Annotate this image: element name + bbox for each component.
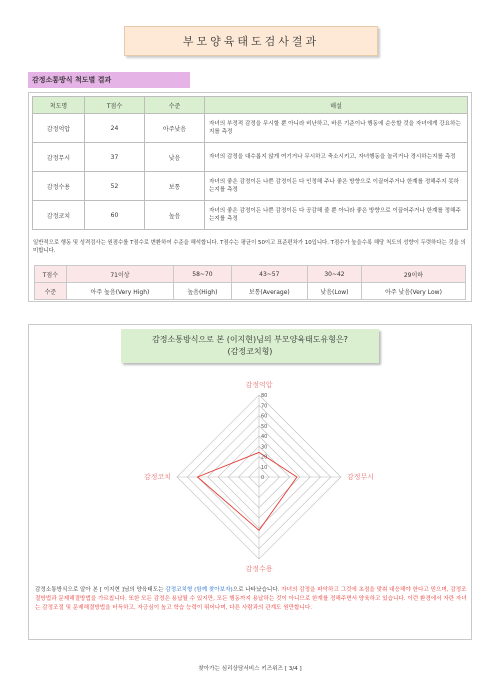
scale-name: 감정억압 (33, 114, 85, 143)
col-header-tscore: T점수 (85, 97, 145, 114)
scale-result-table (32, 96, 468, 230)
conclusion-detail: 자녀의 감정을 파악하고 그것에 초점을 맞춰 대응해야 한다고 믿으며, 감정조절방법과 문제해결방법을 가르칩니다. 또한 모든 감정은 용납될 수 있지만, 모든 행동까지 용납하는 것이 아니므로 한계를 정해주면서 양육하고 있습니다. 이런 환경에서 자란 자녀는 감정조절 및 문제해결방법을 터득하고, 자긍심이 높고 학습 능력이 뛰어나며, 다른 사람과의 관계도 원만합니다. (35, 587, 467, 611)
table-row (33, 201, 468, 230)
radar-tick-label: 30 (261, 444, 268, 451)
scale-result-card (28, 92, 472, 302)
level-cell: 아주 높음(Very High) (66, 283, 173, 300)
conclusion-mid: 으로 나타났습니다. (232, 587, 282, 593)
radar-tick-label: 80 (261, 393, 268, 399)
table-row (35, 283, 466, 300)
scale-tscore: 24 (85, 114, 145, 143)
scale-name: 감정무시 (33, 143, 85, 172)
scale-desc: 자녀의 좋은 감정이든 나쁜 감정이든 다 인정해 주나 좋은 방향으로 이끌어주거나 한계를 정해주지 못하는지를 측정 (205, 172, 468, 201)
radar-axis-label: 감정억압 (245, 381, 273, 389)
radar-tick-label: 60 (261, 413, 268, 420)
scale-name: 감정수용 (33, 172, 85, 201)
radar-tick-label: 50 (261, 423, 268, 430)
radar-tick-label: 0 (261, 475, 265, 481)
tscore-cell: 43~57 (231, 266, 307, 283)
scale-name: 감정코치 (33, 201, 85, 230)
radar-axis-label: 감정코치 (143, 473, 171, 481)
section-title: 감정소통방식 척도별 결과 (28, 72, 190, 88)
scale-desc: 자녀의 좋은 감정이든 나쁜 감정이든 다 공감해 줄 뿐 아니라 좋은 방향으로 이끌어주거나 한계를 정해주는지를 측정 (205, 201, 468, 230)
page-title: 부모양육태도검사결과 (124, 26, 378, 56)
level-cell: 높음(High) (174, 283, 231, 300)
tscore-cell: 58~70 (174, 266, 231, 283)
page-footer: 찾아가는 심리상담서비스 키즈위즈 [ 3/4 ] (198, 666, 302, 672)
table-row (33, 143, 468, 172)
scale-desc: 자녀의 감정을 대수롭지 않게 여기거나 무시하고 축소시키고, 자녀행동을 놀리거나 경시하는지를 측정 (205, 143, 468, 172)
radar-tick-label: 40 (261, 434, 268, 440)
table-row (33, 172, 468, 201)
tscore-note: 일반적으로 행동 및 성격검사는 원점수를 T점수로 변환하여 수준을 해석합니다. T점수는 평균이 50이고 표준편차가 10입니다. T점수가 높을수록 해당 척도의 성향이 두렷하다는 것을 의미합니다. (33, 240, 466, 254)
scale-level: 아주낮음 (145, 114, 205, 143)
table-row (33, 114, 468, 143)
question-text: 감정소통방식으로 본 (이지현)님의 부모양육태도유형은? (152, 335, 348, 344)
level-cell: 보통(Average) (231, 283, 307, 300)
radar-tick-label: 20 (261, 454, 268, 461)
scale-tscore: 60 (85, 201, 145, 230)
level-cell: 아주 낮음(Very Low) (361, 283, 465, 300)
col-header-scale: 척도명 (33, 97, 85, 114)
radar-axis-label: 감정무시 (347, 473, 375, 481)
conclusion-type: 감정코치형 (함께 찾아보자) (165, 587, 233, 593)
scale-desc: 자녀의 부정적 감정을 무시할 뿐 아니라 비난하고, 바른 기준이나 행동에 순응할 것을 자녀에게 강요하는지를 측정 (205, 114, 468, 143)
tscore-cell: 30~42 (307, 266, 361, 283)
level-cell: 수준 (35, 283, 67, 300)
scale-level: 낮음 (145, 143, 205, 172)
level-cell: 낮음(Low) (307, 283, 361, 300)
scale-level: 보통 (145, 172, 205, 201)
parenting-type-card (28, 324, 472, 640)
conclusion-text (35, 586, 467, 613)
conclusion-intro: 감정소통방식으로 알아 본 [ 이지현 ]님의 양육태도는 (35, 587, 166, 593)
scale-tscore: 37 (85, 143, 145, 172)
col-header-level: 수준 (145, 97, 205, 114)
radar-axis-label: 감정수용 (245, 565, 273, 573)
radar-chart (29, 325, 473, 587)
question-answer: (감정코치형) (227, 347, 273, 356)
radar-tick-label: 10 (261, 464, 268, 471)
scale-tscore: 52 (85, 172, 145, 201)
tscore-cell: 71이상 (66, 266, 173, 283)
radar-tick-label: 70 (261, 403, 268, 410)
tscore-cell: 29이하 (361, 266, 465, 283)
radar-series-polygon (198, 452, 297, 530)
tscore-level-table (34, 265, 466, 300)
tscore-cell: T점수 (35, 266, 67, 283)
table-row (35, 266, 466, 283)
scale-level: 높음 (145, 201, 205, 230)
col-header-desc: 해설 (205, 97, 468, 114)
